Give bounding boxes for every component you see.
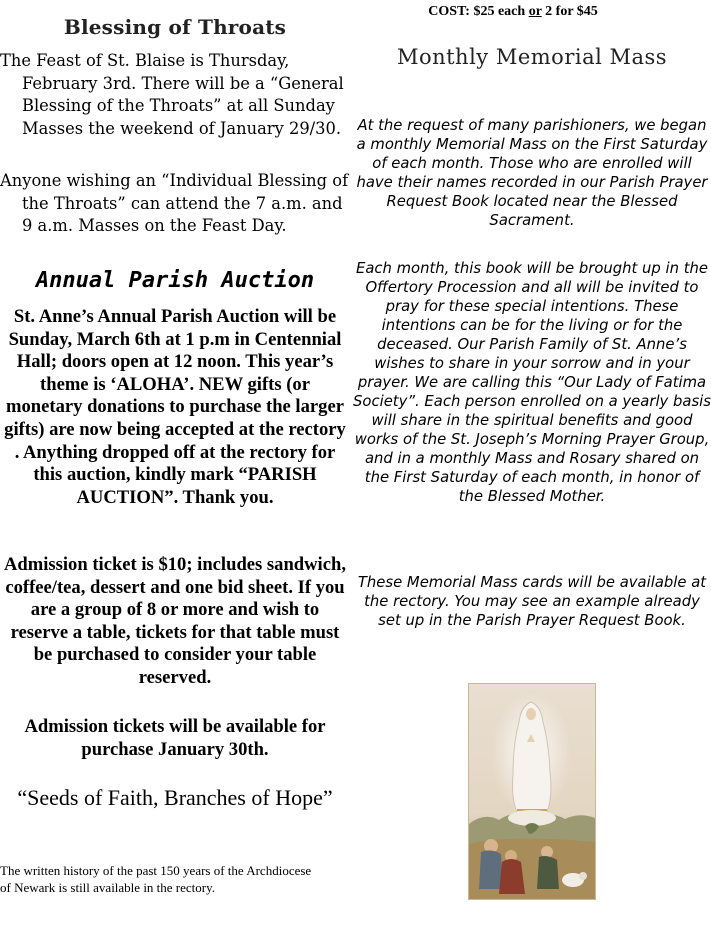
individual-blessing-paragraph: Anyone wishing an “Individual Blessing of the Throats” can attend the 7 a.m. and 9 a.m. Masses on the Feast Day. <box>0 171 349 235</box>
seeds-of-faith-heading: “Seeds of Faith, Branches of Hope” <box>17 785 333 810</box>
feast-st-blaise-paragraph: The Feast of St. Blaise is Thursday, February 3rd. There will be a “General Blessing of the Throats” at all Sunday Masses the weekend of January 29/30. <box>0 51 344 138</box>
our-lady-of-fatima-image <box>468 683 596 900</box>
offertory-procession-paragraph: Each month, this book will be brought up in the Offertory Procession and all will be invited to pray for these special intentions. These intentions can be for the living or for the deceased. Our Parish Family of St. Anne’s wishes to share in your sorrow and in your prayer. We are calling this “Our Lady of Fatima Society”. Each person enrolled on a yearly basis will share in the spiritual benefits and good works of the St. Joseph’s Morning Prayer Group, and in a monthly Mass and Rosary shared on the First Saturday of each month, in honor of the Blessed Mother. <box>353 260 711 505</box>
tickets-available-paragraph: Admission tickets will be available for purchase January 30th. <box>24 716 326 760</box>
memorial-cards-paragraph: These Memorial Mass cards will be available at the rectory. You may see an example already set up in the Parish Prayer Request Book. <box>357 574 707 629</box>
cost-or: or <box>528 4 542 19</box>
auction-details-paragraph: St. Anne’s Annual Parish Auction will be Sunday, March 6th at 1 p.m in Centennial Hall; doors open at 12 noon. This year’s theme is ‘ALOHA’. NEW gifts (or monetary donations to purchase the larger gifts) are now being accepted at the rectory . Anything dropped off at the rectory for this auction, kindly mark “PARISH AUCTION”. Thank you. <box>4 306 346 508</box>
archdiocese-history-note: The written history of the past 150 years of the Archdiocese of Newark is still available in the rectory. <box>0 863 312 895</box>
admission-ticket-paragraph: Admission ticket is $10; includes sandwich, coffee/tea, dessert and one bid sheet. If you are a group of 8 or more and wish to reserve a table, tickets for that table must be purchased to consider your table reserved. <box>4 554 346 688</box>
cost-line <box>353 4 673 20</box>
cost-prefix: COST: $25 each <box>428 4 526 19</box>
annual-parish-auction-heading: Annual Parish Auction <box>35 268 315 293</box>
monthly-memorial-mass-heading: Monthly Memorial Mass <box>396 45 668 69</box>
blessing-of-throats-heading: Blessing of Throats <box>63 15 287 39</box>
cost-suffix: 2 for $45 <box>545 4 598 19</box>
memorial-intro-paragraph: At the request of many parishioners, we began a monthly Memorial Mass on the First Saturday of each month. Those who are enrolled will have their names recorded in our Parish Prayer Request Book located near the Blessed Sacrament. <box>356 117 708 229</box>
